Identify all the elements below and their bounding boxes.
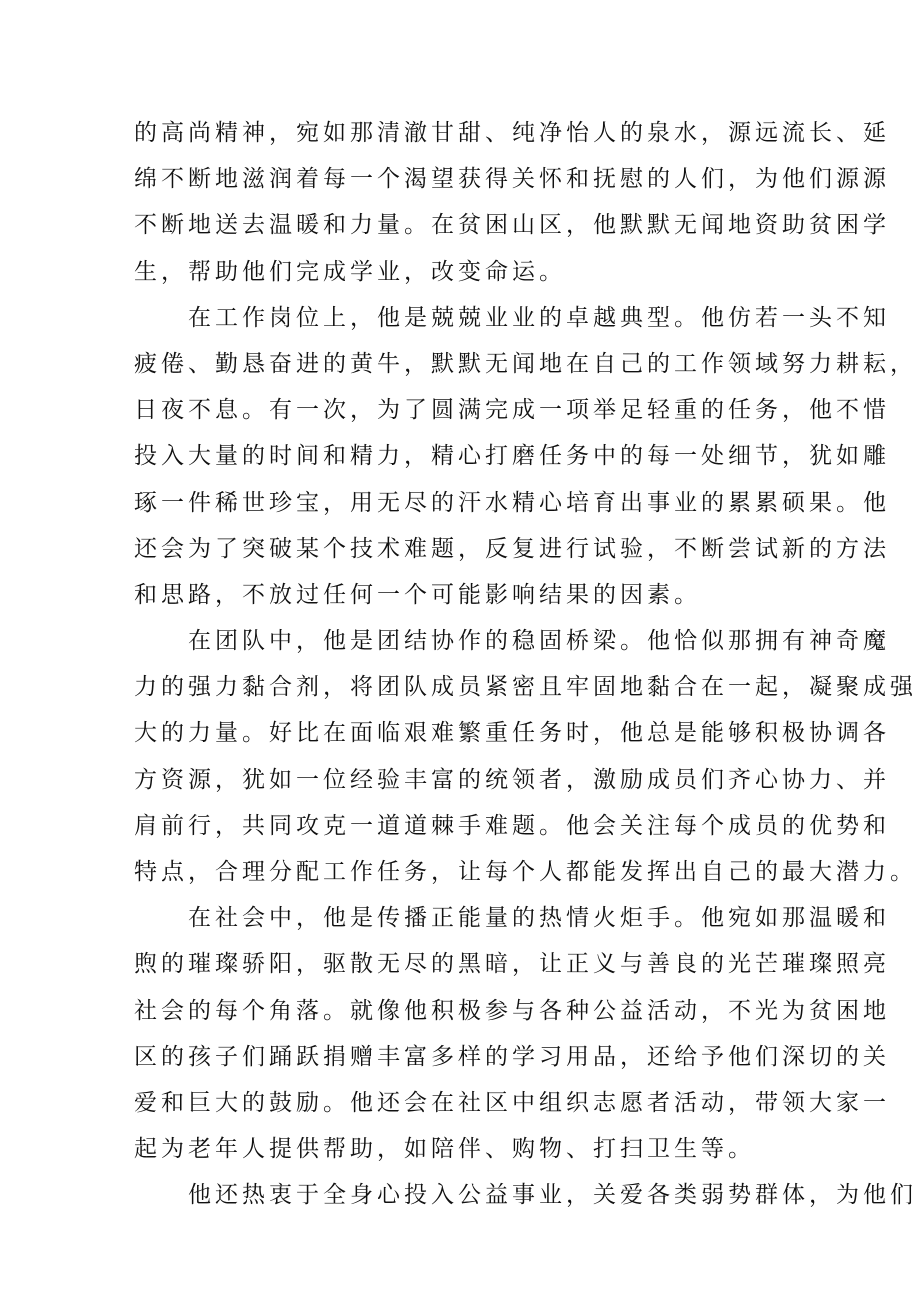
text-line: 日夜不息。有一次，为了圆满完成一项举足轻重的任务，他不惜 (134, 397, 890, 424)
text-line: 的高尚精神，宛如那清澈甘甜、纯净怡人的泉水，源远流长、延 (134, 120, 890, 146)
text-line: 起为老年人提供帮助，如陪伴、购物、打扫卫生等。 (134, 1136, 755, 1163)
text-line: 肩前行，共同攻克一道道棘手难题。他会关注每个成员的优势和 (134, 812, 890, 839)
paragraph-first-line: 在团队中，他是团结协作的稳固桥梁。他恰似那拥有神奇魔 (188, 628, 890, 655)
text-line: 还会为了突破某个技术难题，反复进行试验，不断尝试新的方法 (134, 535, 890, 562)
text-line: 大的力量。好比在面临艰难繁重任务时，他总是能够积极协调各 (134, 720, 890, 747)
text-line: 煦的璀璨骄阳，驱散无尽的黑暗，让正义与善良的光芒璀璨照亮 (134, 951, 890, 978)
text-line: 生，帮助他们完成学业，改变命运。 (134, 258, 566, 285)
text-line: 方资源，犹如一位经验丰富的统领者，激励成员们齐心协力、并 (134, 766, 890, 793)
text-line: 力的强力黏合剂，将团队成员紧密且牢固地黏合在一起，凝聚成强 (134, 674, 917, 701)
paragraph-first-line: 在社会中，他是传播正能量的热情火炬手。他宛如那温暖和 (188, 905, 890, 932)
body-text (134, 110, 917, 1219)
text-line: 投入大量的时间和精力，精心打磨任务中的每一处细节，犹如雕 (134, 443, 890, 470)
text-line: 区的孩子们踊跃捐赠丰富多样的学习用品，还给予他们深切的关 (134, 1043, 890, 1070)
text-line: 疲倦、勤恳奋进的黄牛，默默无闻地在自己的工作领域努力耕耘， (134, 350, 917, 377)
text-line: 特点，合理分配工作任务，让每个人都能发挥出自己的最大潜力。 (134, 859, 917, 885)
text-line: 绵不断地滋润着每一个渴望获得关怀和抚慰的人们，为他们源源 (134, 166, 890, 193)
text-line: 爱和巨大的鼓励。他还会在社区中组织志愿者活动，带领大家一 (134, 1089, 890, 1116)
text-line: 不断地送去温暖和力量。在贫困山区，他默默无闻地资助贫困学 (134, 212, 890, 239)
paragraph-first-line: 他还热衷于全身心投入公益事业，关爱各类弱势群体，为他们 (188, 1182, 917, 1209)
text-line: 社会的每个角落。就像他积极参与各种公益活动，不光为贫困地 (134, 997, 890, 1024)
text-line: 和思路，不放过任何一个可能影响结果的因素。 (134, 581, 701, 608)
paragraph-first-line: 在工作岗位上，他是兢兢业业的卓越典型。他仿若一头不知 (188, 304, 890, 331)
text-line: 琢一件稀世珍宝，用无尽的汗水精心培育出事业的累累硕果。他 (134, 489, 890, 516)
